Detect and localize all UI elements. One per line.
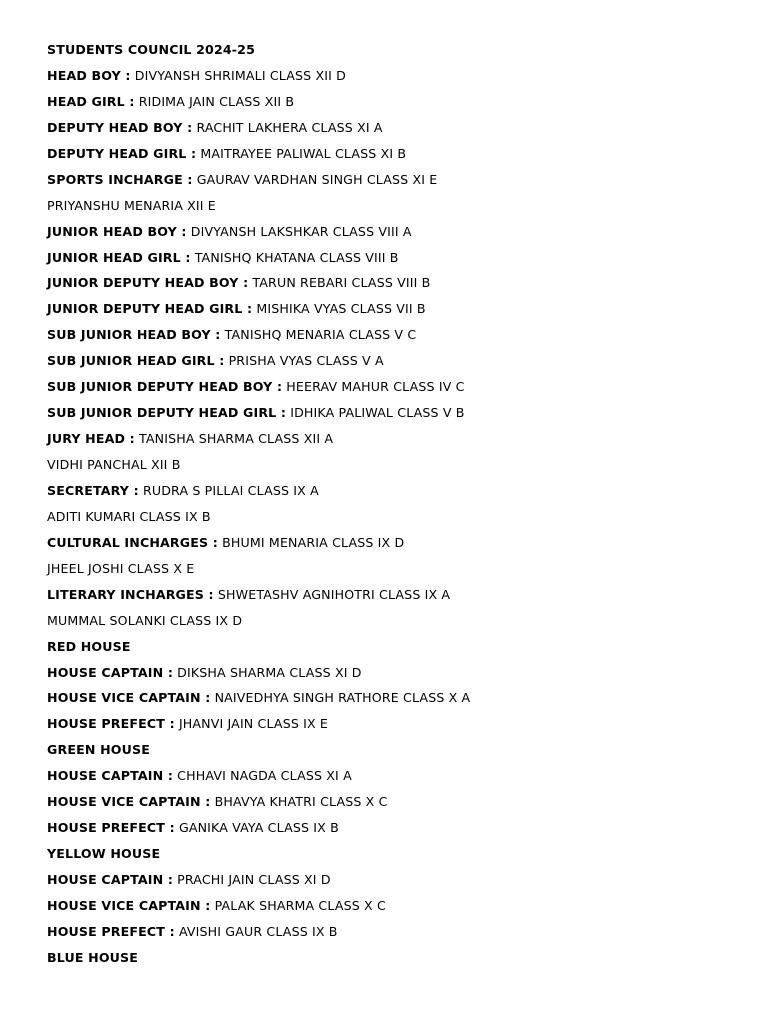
line-value: JHEEL JOSHI CLASS X E	[47, 560, 195, 576]
council-line	[47, 482, 747, 508]
line-label: HOUSE PREFECT :	[47, 716, 175, 732]
section-heading-blue-house: BLUE HOUSE	[47, 949, 139, 965]
line-label: SUB JUNIOR DEPUTY HEAD GIRL :	[47, 405, 287, 421]
council-line	[47, 119, 747, 145]
line-value: RIDIMA JAIN CLASS XII B	[138, 93, 295, 109]
line-value: TANISHQ MENARIA CLASS V C	[224, 327, 417, 343]
line-label: HOUSE CAPTAIN :	[47, 768, 174, 784]
council-line	[47, 223, 747, 249]
line-value: DIVYANSH LAKSHKAR CLASS VIII A	[190, 223, 412, 239]
council-line	[47, 404, 747, 430]
line-value: GAURAV VARDHAN SINGH CLASS XI E	[196, 171, 438, 187]
line-label: SUB JUNIOR DEPUTY HEAD BOY :	[47, 379, 283, 395]
council-line	[47, 560, 747, 586]
council-line	[47, 145, 747, 171]
line-value: BHUMI MENARIA CLASS IX D	[222, 534, 405, 550]
council-line	[47, 352, 747, 378]
line-label: HEAD BOY :	[47, 67, 131, 83]
line-value: DIVYANSH SHRIMALI CLASS XII D	[134, 67, 346, 83]
council-line	[47, 897, 747, 923]
line-value: RUDRA S PILLAI CLASS IX A	[142, 482, 319, 498]
document-page	[47, 41, 747, 975]
line-label: JUNIOR DEPUTY HEAD BOY :	[47, 275, 249, 291]
council-line	[47, 93, 747, 119]
council-line	[47, 378, 747, 404]
council-line	[47, 300, 747, 326]
line-label: LITERARY INCHARGES :	[47, 586, 214, 602]
line-label: SPORTS INCHARGE :	[47, 171, 193, 187]
line-value: BHAVYA KHATRI CLASS X C	[214, 794, 388, 810]
line-value: GANIKA VAYA CLASS IX B	[178, 820, 339, 836]
line-label: JUNIOR HEAD GIRL :	[47, 249, 191, 265]
line-value: IDHIKA PALIWAL CLASS V B	[290, 405, 465, 421]
council-line	[47, 197, 747, 223]
line-label: HOUSE PREFECT :	[47, 820, 175, 836]
line-value: JHANVI JAIN CLASS IX E	[178, 716, 329, 732]
line-value: RACHIT LAKHERA CLASS XI A	[196, 119, 383, 135]
line-label: SECRETARY :	[47, 482, 139, 498]
line-label: JURY HEAD :	[47, 431, 135, 447]
council-line	[47, 586, 747, 612]
line-value: MUMMAL SOLANKI CLASS IX D	[47, 612, 243, 628]
council-line	[47, 664, 747, 690]
line-value: SHWETASHV AGNIHOTRI CLASS IX A	[217, 586, 451, 602]
line-label: SUB JUNIOR HEAD GIRL :	[47, 353, 225, 369]
line-value: PRIYANSHU MENARIA XII E	[47, 197, 216, 213]
line-value: TARUN REBARI CLASS VIII B	[252, 275, 431, 291]
line-label: HOUSE VICE CAPTAIN :	[47, 897, 211, 913]
council-line	[47, 689, 747, 715]
council-line	[47, 67, 747, 93]
line-value: PALAK SHARMA CLASS X C	[214, 897, 386, 913]
section-heading-green-house: GREEN HOUSE	[47, 742, 150, 758]
council-line	[47, 793, 747, 819]
section-heading-yellow-house: YELLOW HOUSE	[47, 846, 161, 862]
council-line	[47, 326, 747, 352]
council-line	[47, 612, 747, 638]
line-label: DEPUTY HEAD BOY :	[47, 119, 193, 135]
council-line	[47, 534, 747, 560]
line-value: ADITI KUMARI CLASS IX B	[47, 508, 211, 524]
council-line	[47, 819, 747, 845]
line-value: NAIVEDHYA SINGH RATHORE CLASS X A	[214, 690, 471, 706]
council-line	[47, 430, 747, 456]
council-line	[47, 456, 747, 482]
council-line	[47, 871, 747, 897]
line-label: HOUSE VICE CAPTAIN :	[47, 794, 211, 810]
council-line	[47, 767, 747, 793]
line-label: JUNIOR DEPUTY HEAD GIRL :	[47, 301, 253, 317]
line-value: VIDHI PANCHAL XII B	[47, 457, 181, 472]
line-value: MAITRAYEE PALIWAL CLASS XI B	[200, 145, 407, 161]
line-value: CHHAVI NAGDA CLASS XI A	[177, 768, 352, 784]
line-label: SUB JUNIOR HEAD BOY :	[47, 327, 221, 343]
line-label: DEPUTY HEAD GIRL :	[47, 145, 197, 161]
line-value: TANISHQ KHATANA CLASS VIII B	[194, 249, 399, 265]
line-label: HOUSE CAPTAIN :	[47, 872, 174, 887]
line-label: HEAD GIRL :	[47, 93, 135, 109]
line-label: HOUSE PREFECT :	[47, 923, 175, 939]
line-label: HOUSE VICE CAPTAIN :	[47, 690, 211, 706]
council-line	[47, 508, 747, 534]
council-line	[47, 171, 747, 197]
council-line	[47, 715, 747, 741]
line-value: AVISHI GAUR CLASS IX B	[178, 923, 338, 939]
section-heading-red-house: RED HOUSE	[47, 638, 131, 654]
line-label: HOUSE CAPTAIN :	[47, 664, 174, 680]
line-label: JUNIOR HEAD BOY :	[47, 223, 187, 239]
line-value: TANISHA SHARMA CLASS XII A	[139, 431, 334, 447]
line-value: PRACHI JAIN CLASS XI D	[177, 872, 331, 887]
council-line	[47, 274, 747, 300]
line-value: PRISHA VYAS CLASS V A	[228, 353, 384, 369]
council-line	[47, 923, 747, 949]
line-value: DIKSHA SHARMA CLASS XI D	[177, 664, 362, 680]
council-line	[47, 249, 747, 275]
document-title: STUDENTS COUNCIL 2024-25	[47, 42, 255, 57]
line-label: CULTURAL INCHARGES :	[47, 534, 218, 550]
line-value: MISHIKA VYAS CLASS VII B	[256, 301, 426, 317]
line-value: HEERAV MAHUR CLASS IV C	[286, 379, 465, 395]
